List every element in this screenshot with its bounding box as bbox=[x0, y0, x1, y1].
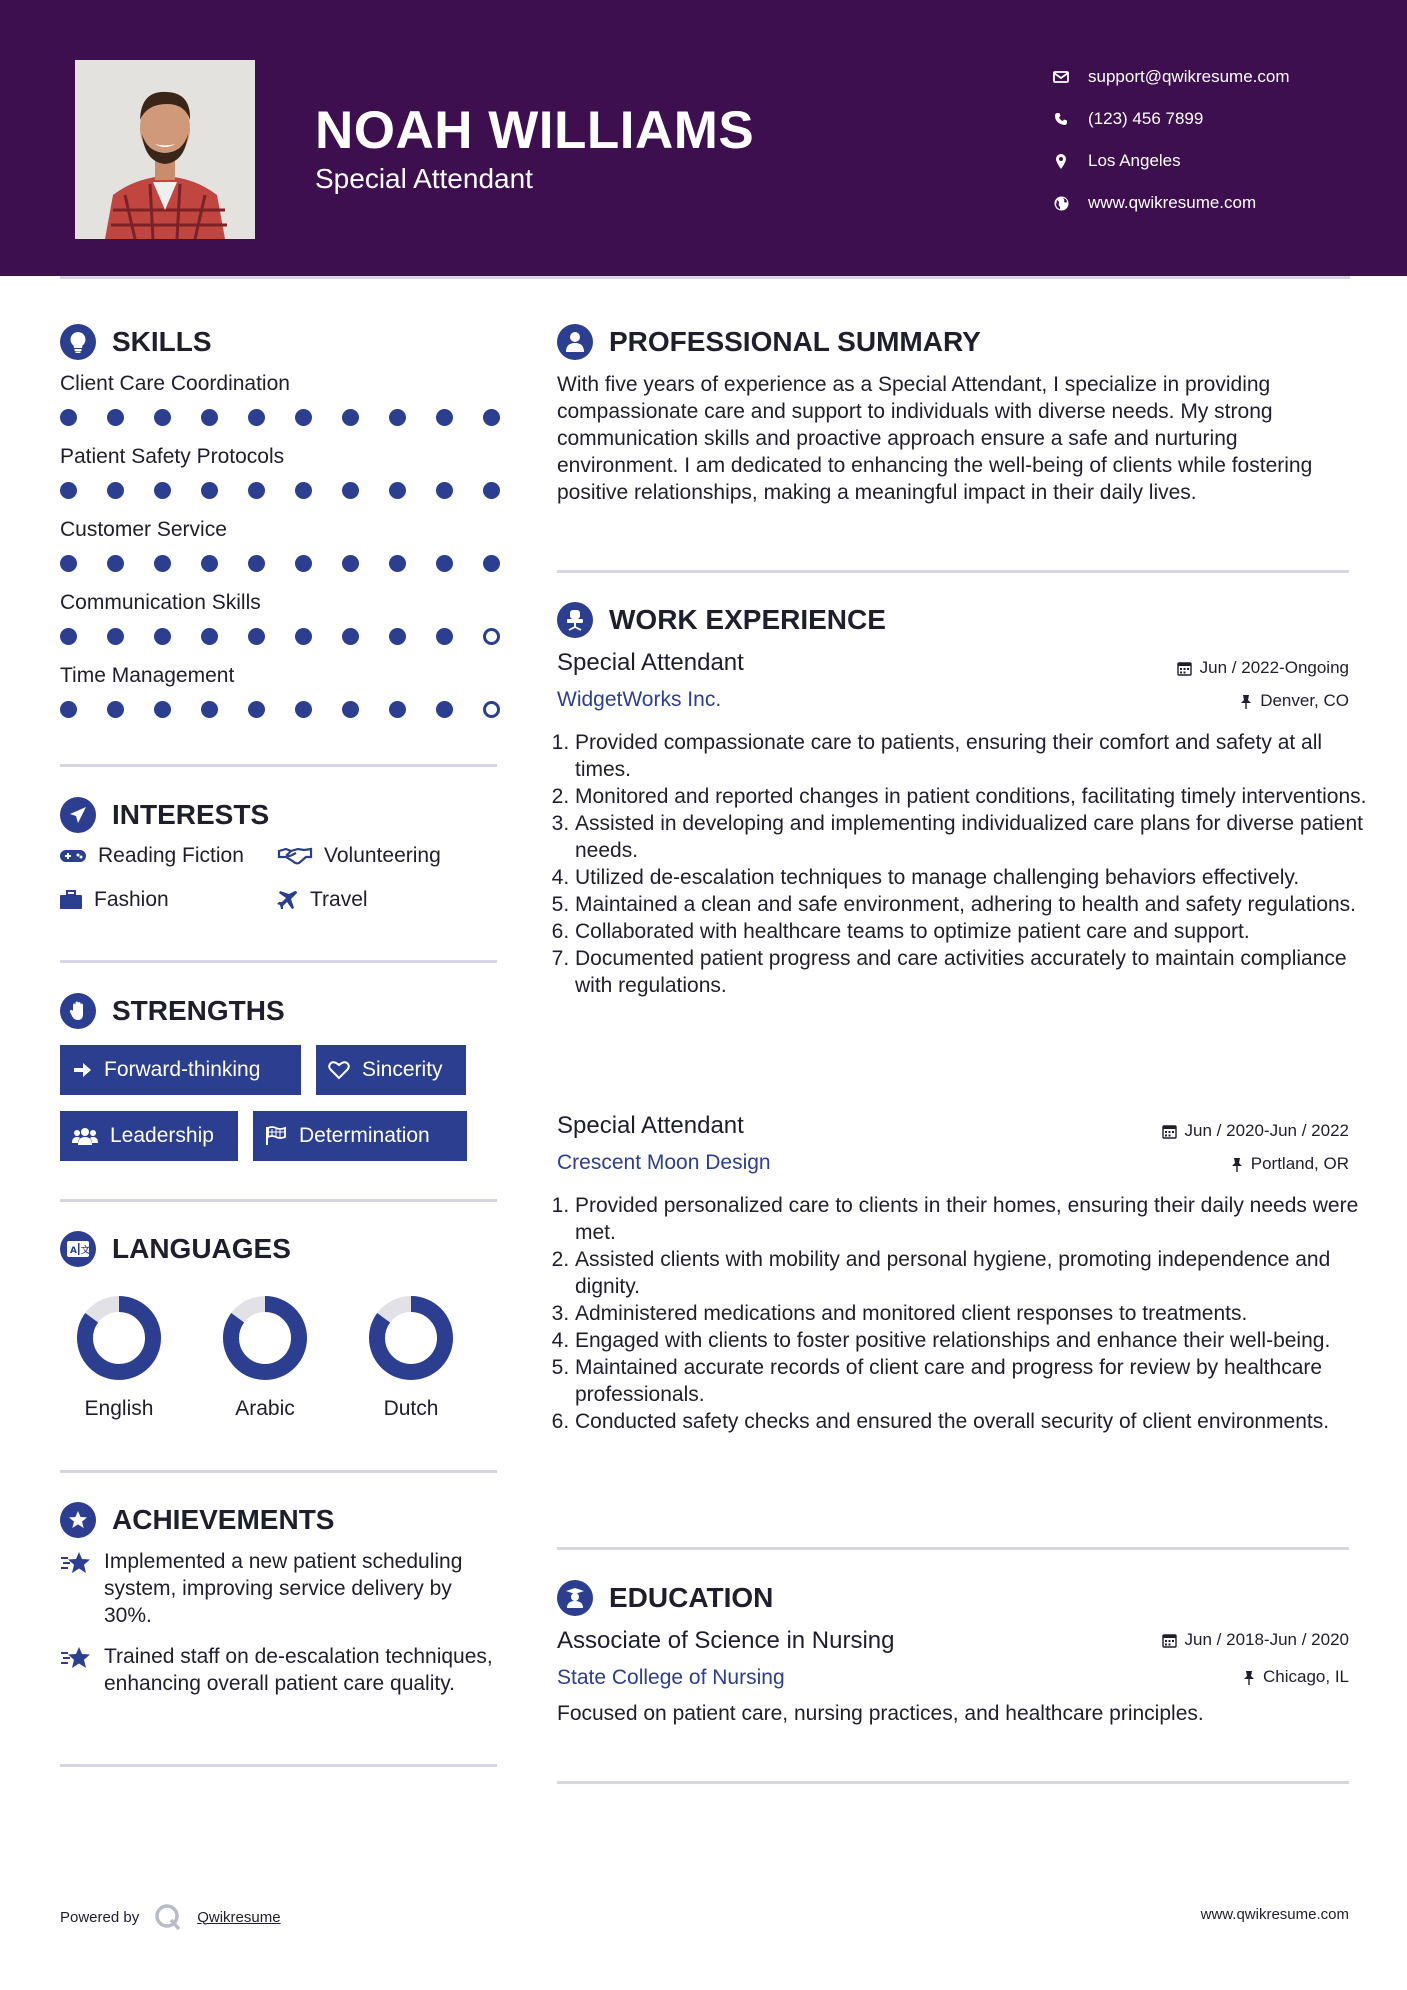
contact-email-text: support@qwikresume.com bbox=[1088, 67, 1290, 86]
language-name: Arabic bbox=[235, 1397, 295, 1420]
duty-item: 4. Engaged with clients to foster positive relationships and enhance their well-being. bbox=[575, 1327, 1375, 1354]
rating-dot-filled bbox=[248, 701, 265, 718]
rating-dot-filled bbox=[436, 701, 453, 718]
job-duties bbox=[557, 1192, 1375, 1435]
footer-website[interactable]: www.qwikresume.com bbox=[1200, 1906, 1349, 1923]
skill-name: Time Management bbox=[60, 664, 235, 687]
section-divider bbox=[60, 1199, 497, 1202]
strength-tag: Sincerity bbox=[316, 1045, 466, 1095]
duty-item: 5. Maintained a clean and safe environment, adhering to health and safety regulations. bbox=[575, 891, 1375, 918]
section-divider bbox=[557, 570, 1349, 573]
duty-item: 7. Documented patient progress and care activities accurately to maintain compliance with regulations. bbox=[575, 945, 1375, 999]
language-proficiency-ring bbox=[74, 1293, 164, 1383]
education-description: Focused on patient care, nursing practices, and healthcare principles. bbox=[557, 1702, 1204, 1725]
strengths-heading: STRENGTHS bbox=[60, 993, 285, 1029]
footer-powered-by bbox=[60, 1902, 281, 1932]
phone-icon bbox=[1050, 110, 1072, 128]
skill-rating bbox=[60, 555, 500, 572]
skill-rating bbox=[60, 628, 500, 645]
rating-dot-filled bbox=[342, 701, 359, 718]
skill-rating bbox=[60, 701, 500, 718]
skill-item bbox=[60, 442, 500, 499]
degree-title: Associate of Science in Nursing bbox=[557, 1627, 895, 1654]
contact-phone[interactable] bbox=[1050, 98, 1290, 140]
contact-location bbox=[1050, 140, 1290, 182]
header-divider bbox=[60, 276, 1350, 279]
contact-website-text: www.qwikresume.com bbox=[1088, 193, 1257, 212]
star-icon bbox=[60, 1550, 92, 1576]
rating-dot-filled bbox=[389, 555, 406, 572]
experience-heading: WORK EXPERIENCE bbox=[557, 602, 886, 638]
interest-item: Travel bbox=[278, 888, 368, 912]
job-location: Denver, CO bbox=[1240, 691, 1349, 711]
skill-name: Communication Skills bbox=[60, 591, 261, 614]
skill-item bbox=[60, 515, 500, 572]
rating-dot-filled bbox=[107, 409, 124, 426]
rating-dot-filled bbox=[107, 701, 124, 718]
star-badge-icon bbox=[60, 1502, 96, 1538]
globe-icon bbox=[1050, 194, 1072, 212]
qwikresume-logo-icon bbox=[153, 1902, 183, 1932]
skill-name: Client Care Coordination bbox=[60, 372, 290, 395]
skill-item bbox=[60, 588, 500, 645]
rating-dot-filled bbox=[436, 409, 453, 426]
profile-photo bbox=[75, 60, 255, 239]
calendar-icon bbox=[1162, 1124, 1177, 1139]
rating-dot-filled bbox=[60, 628, 77, 645]
svg-text:文: 文 bbox=[81, 1246, 91, 1256]
rating-dot-filled bbox=[342, 628, 359, 645]
rating-dot-filled bbox=[342, 409, 359, 426]
job-dates: Jun / 2022-Ongoing bbox=[1177, 658, 1349, 678]
rating-dot-filled bbox=[201, 628, 218, 645]
rating-dot-filled bbox=[295, 701, 312, 718]
achievement-item bbox=[60, 1548, 500, 1629]
chair-icon bbox=[557, 602, 593, 638]
rating-dot-filled bbox=[201, 555, 218, 572]
language-item bbox=[336, 1293, 486, 1421]
achievement-text: Trained staff on de-escalation techniques, enhancing overall patient care quality. bbox=[104, 1645, 493, 1695]
contact-phone-text: (123) 456 7899 bbox=[1088, 109, 1204, 128]
rating-dot-filled bbox=[483, 409, 500, 426]
duty-item: 4. Utilized de-escalation techniques to manage challenging behaviors effectively. bbox=[575, 864, 1375, 891]
rating-dot-filled bbox=[248, 555, 265, 572]
section-divider bbox=[557, 1547, 1349, 1550]
language-icon bbox=[60, 1231, 96, 1267]
job-dates: Jun / 2020-Jun / 2022 bbox=[1162, 1121, 1349, 1141]
rating-dot-filled bbox=[154, 555, 171, 572]
contact-list bbox=[1050, 56, 1290, 224]
achievement-item bbox=[60, 1643, 500, 1697]
duty-item: 3. Assisted in developing and implementing individualized care plans for diverse patient needs. bbox=[575, 810, 1375, 864]
skill-rating bbox=[60, 409, 500, 426]
contact-website[interactable] bbox=[1050, 182, 1290, 224]
job-title: Special Attendant bbox=[557, 1112, 744, 1139]
strength-tag: Determination bbox=[253, 1111, 467, 1161]
education-location: Chicago, IL bbox=[1243, 1667, 1349, 1687]
rating-dot-filled bbox=[436, 628, 453, 645]
star-icon bbox=[60, 1645, 92, 1671]
language-name: Dutch bbox=[383, 1397, 439, 1420]
section-divider bbox=[60, 960, 497, 963]
language-item bbox=[190, 1293, 340, 1421]
paper-plane-icon bbox=[60, 797, 96, 833]
heart-icon bbox=[328, 1060, 350, 1080]
qwikresume-link[interactable]: Qwikresume bbox=[197, 1908, 281, 1926]
skill-item bbox=[60, 661, 500, 718]
rating-dot-filled bbox=[201, 701, 218, 718]
pushpin-icon bbox=[1231, 1157, 1243, 1172]
rating-dot-filled bbox=[483, 482, 500, 499]
rating-dot-empty bbox=[483, 628, 500, 645]
company-name[interactable]: WidgetWorks Inc. bbox=[557, 688, 722, 711]
handshake-icon bbox=[278, 847, 312, 865]
school-name[interactable]: State College of Nursing bbox=[557, 1666, 785, 1689]
rating-dot-filled bbox=[248, 482, 265, 499]
rating-dot-filled bbox=[295, 628, 312, 645]
rating-dot-filled bbox=[389, 628, 406, 645]
gamepad-icon bbox=[60, 848, 86, 864]
candidate-name: NOAH WILLIAMS bbox=[315, 101, 755, 160]
candidate-title: Special Attendant bbox=[315, 163, 533, 194]
skill-name: Customer Service bbox=[60, 518, 227, 541]
education-heading: EDUCATION bbox=[557, 1580, 773, 1616]
duty-item: 6. Conducted safety checks and ensured the overall security of client environments. bbox=[575, 1408, 1375, 1435]
rating-dot-filled bbox=[107, 482, 124, 499]
rating-dot-filled bbox=[436, 555, 453, 572]
languages-heading: A 文 LANGUAGES bbox=[60, 1231, 291, 1267]
duty-item: 5. Maintained accurate records of client care and progress for review by healthcare professionals. bbox=[575, 1354, 1375, 1408]
hand-icon bbox=[60, 993, 96, 1029]
achievement-text: Implemented a new patient scheduling system, improving service delivery by 30%. bbox=[104, 1550, 463, 1627]
rating-dot-filled bbox=[154, 701, 171, 718]
rating-dot-filled bbox=[60, 701, 77, 718]
contact-email[interactable] bbox=[1050, 56, 1290, 98]
graduate-icon bbox=[557, 1580, 593, 1616]
duty-item: 6. Collaborated with healthcare teams to optimize patient care and support. bbox=[575, 918, 1375, 945]
section-divider bbox=[60, 1764, 497, 1767]
language-proficiency-ring bbox=[220, 1293, 310, 1383]
rating-dot-filled bbox=[389, 409, 406, 426]
education-dates: Jun / 2018-Jun / 2020 bbox=[1162, 1630, 1349, 1650]
duty-item: 1. Provided personalized care to clients in their homes, ensuring their daily needs were met. bbox=[575, 1192, 1375, 1246]
job-title: Special Attendant bbox=[557, 649, 744, 676]
map-pin-icon bbox=[1050, 152, 1072, 170]
strength-tag: Forward-thinking bbox=[60, 1045, 301, 1095]
duty-item: 3. Administered medications and monitored client responses to treatments. bbox=[575, 1300, 1375, 1327]
arrow-right-icon bbox=[72, 1060, 92, 1080]
strength-tag: Leadership bbox=[60, 1111, 238, 1161]
rating-dot-filled bbox=[295, 555, 312, 572]
interest-item: Fashion bbox=[60, 888, 169, 912]
rating-dot-filled bbox=[295, 409, 312, 426]
rating-dot-filled bbox=[201, 482, 218, 499]
rating-dot-filled bbox=[295, 482, 312, 499]
language-proficiency-ring bbox=[366, 1293, 456, 1383]
interest-item: Volunteering bbox=[278, 844, 441, 868]
job-location: Portland, OR bbox=[1231, 1154, 1349, 1174]
language-item bbox=[44, 1293, 194, 1421]
section-divider bbox=[557, 1781, 1349, 1784]
rating-dot-filled bbox=[154, 628, 171, 645]
rating-dot-filled bbox=[60, 555, 77, 572]
summary-text: With five years of experience as a Special Attendant, I specialize in providing compassionate care and support to individuals with diverse needs. My strong communication skills and proactive approach ensure a safe and nurturing environment. I am dedicated to enhancing the well-being of clients while fostering positive relationships, making a meaningful impact in their daily lives. bbox=[557, 373, 1313, 504]
calendar-icon bbox=[1162, 1633, 1177, 1648]
rating-dot-empty bbox=[483, 701, 500, 718]
resume-header bbox=[0, 0, 1407, 276]
rating-dot-filled bbox=[248, 628, 265, 645]
section-divider bbox=[60, 764, 497, 767]
rating-dot-filled bbox=[342, 482, 359, 499]
summary-heading: PROFESSIONAL SUMMARY bbox=[557, 324, 981, 360]
rating-dot-filled bbox=[436, 482, 453, 499]
rating-dot-filled bbox=[60, 409, 77, 426]
interests-heading: INTERESTS bbox=[60, 797, 269, 833]
envelope-icon bbox=[1050, 68, 1072, 86]
skill-name: Patient Safety Protocols bbox=[60, 445, 285, 468]
user-icon bbox=[557, 324, 593, 360]
job-duties bbox=[557, 729, 1375, 999]
company-name[interactable]: Crescent Moon Design bbox=[557, 1151, 771, 1174]
suitcase-icon bbox=[60, 890, 82, 910]
skill-item bbox=[60, 369, 500, 426]
rating-dot-filled bbox=[107, 628, 124, 645]
pushpin-icon bbox=[1243, 1670, 1255, 1685]
duty-item: 1. Provided compassionate care to patients, ensuring their comfort and safety at all times. bbox=[575, 729, 1375, 783]
rating-dot-filled bbox=[201, 409, 218, 426]
section-divider bbox=[60, 1470, 497, 1473]
rating-dot-filled bbox=[483, 555, 500, 572]
flag-icon bbox=[265, 1126, 287, 1146]
rating-dot-filled bbox=[154, 409, 171, 426]
rating-dot-filled bbox=[248, 409, 265, 426]
rating-dot-filled bbox=[107, 555, 124, 572]
contact-location-text: Los Angeles bbox=[1088, 151, 1181, 170]
pushpin-icon bbox=[1240, 694, 1252, 709]
rating-dot-filled bbox=[389, 482, 406, 499]
svg-text:A: A bbox=[70, 1246, 77, 1256]
language-name: English bbox=[84, 1397, 154, 1420]
skill-rating bbox=[60, 482, 500, 499]
rating-dot-filled bbox=[60, 482, 77, 499]
plane-icon bbox=[278, 890, 298, 910]
rating-dot-filled bbox=[342, 555, 359, 572]
lightbulb-icon bbox=[60, 324, 96, 360]
calendar-icon bbox=[1177, 661, 1192, 676]
users-icon bbox=[72, 1126, 98, 1146]
rating-dot-filled bbox=[389, 701, 406, 718]
duty-item: 2. Assisted clients with mobility and personal hygiene, promoting independence and dignity. bbox=[575, 1246, 1375, 1300]
skills-heading: SKILLS bbox=[60, 324, 212, 360]
achievements-heading: ACHIEVEMENTS bbox=[60, 1502, 334, 1538]
interest-item: Reading Fiction bbox=[60, 844, 244, 868]
powered-by-label: Powered by bbox=[60, 1908, 140, 1926]
rating-dot-filled bbox=[154, 482, 171, 499]
duty-item: 2. Monitored and reported changes in patient conditions, facilitating timely interventions. bbox=[575, 783, 1375, 810]
